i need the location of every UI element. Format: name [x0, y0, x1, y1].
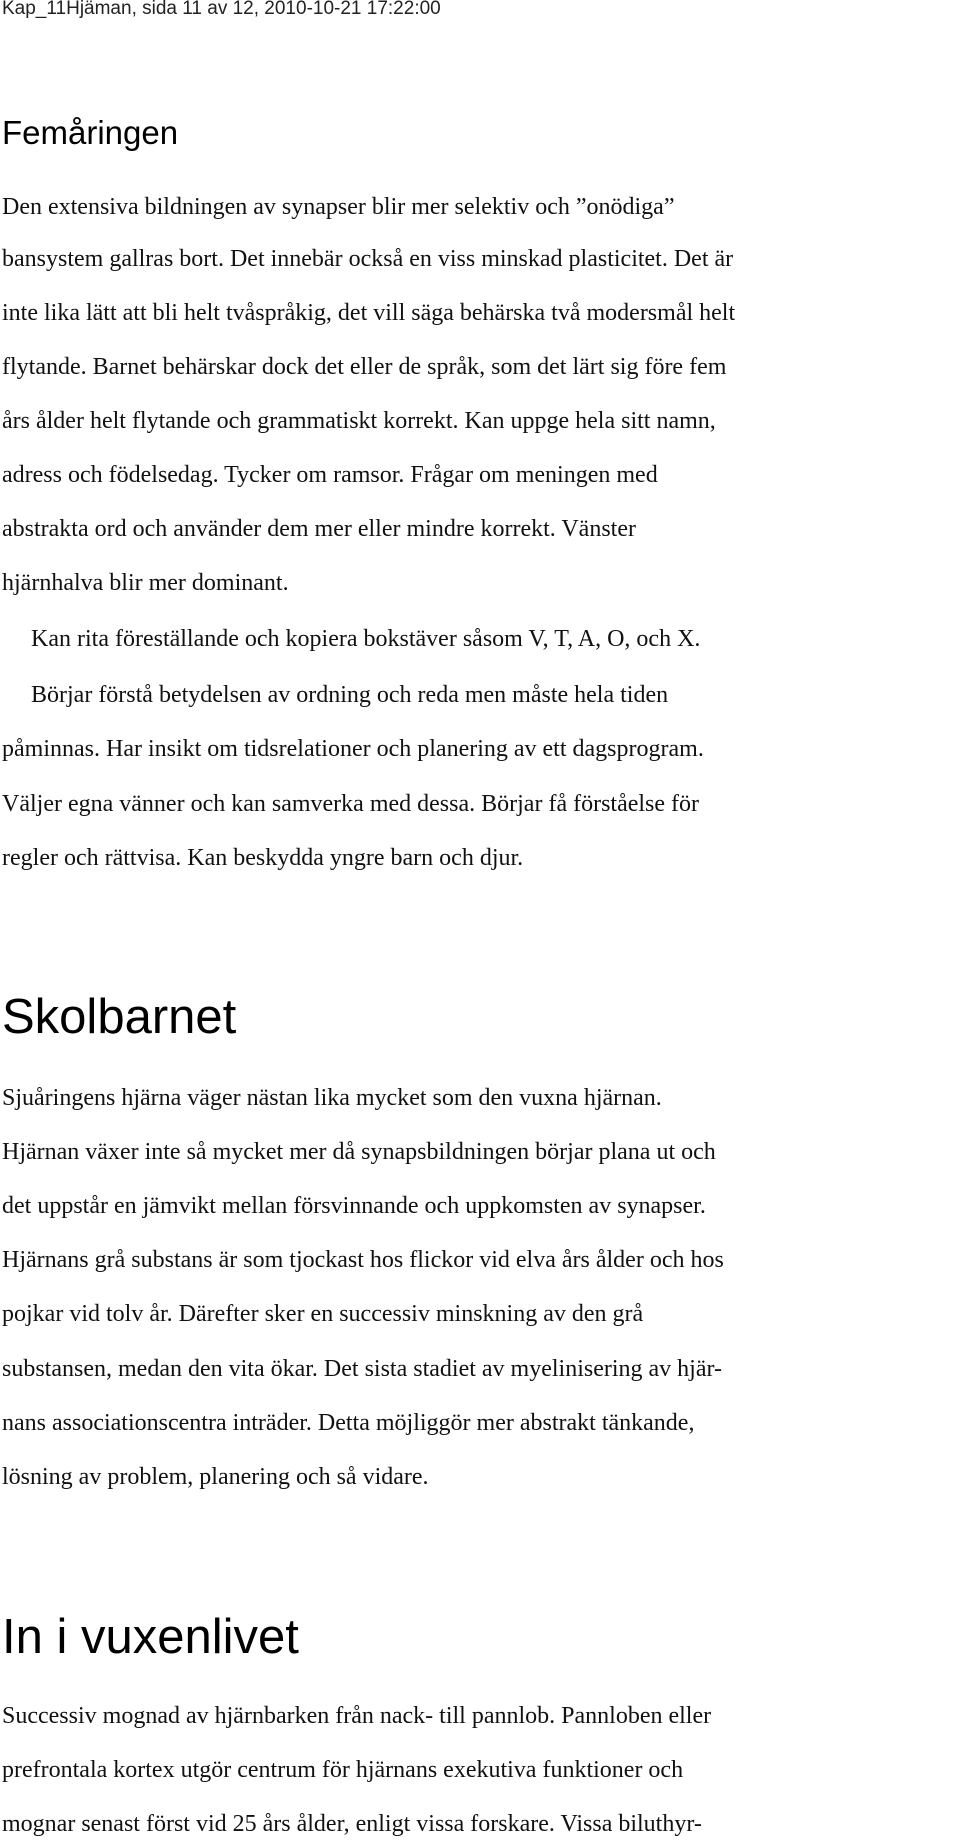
- body-line: påminnas. Har insikt om tidsrelationer och planering av ett dagsprogram.: [2, 736, 704, 762]
- body-line: Börjar förstå betydelsen av ordning och reda men måste hela tiden: [31, 682, 669, 708]
- body-line: lösning av problem, planering och så vidare.: [2, 1464, 429, 1490]
- body-line: Hjärnan växer inte så mycket mer då synapsbildningen börjar plana ut och: [2, 1139, 716, 1165]
- body-line: Successiv mognad av hjärnbarken från nack- till pannlob. Pannloben eller: [2, 1703, 712, 1729]
- body-line: inte lika lätt att bli helt tvåspråkig, det vill säga behärska två modersmål helt: [2, 300, 736, 326]
- section-heading-femaringen: Femåringen: [2, 114, 179, 151]
- body-line: substansen, medan den vita ökar. Det sista stadiet av myelinisering av hjär-: [2, 1356, 722, 1382]
- page-header: Kap_11Hjäman, sida 11 av 12, 2010-10-21 17:22:00: [2, 0, 441, 19]
- body-line: Hjärnans grå substans är som tjockast hos flickor vid elva års ålder och hos: [2, 1247, 724, 1273]
- body-line: prefrontala kortex utgör centrum för hjärnans exekutiva funktioner och: [2, 1757, 684, 1783]
- body-line: abstrakta ord och använder dem mer eller mindre korrekt. Vänster: [2, 516, 636, 542]
- body-line: pojkar vid tolv år. Därefter sker en successiv minskning av den grå: [2, 1301, 644, 1327]
- body-line: Kan rita föreställande och kopiera bokstäver såsom V, T, A, O, och X.: [31, 626, 701, 652]
- body-line: Sjuåringens hjärna väger nästan lika mycket som den vuxna hjärnan.: [2, 1085, 662, 1111]
- section-heading-in-i-vuxenlivet: In i vuxenlivet: [2, 1610, 299, 1664]
- body-line: Den extensiva bildningen av synapser blir mer selektiv och ”onödiga”: [2, 194, 675, 220]
- body-line: års ålder helt flytande och grammatiskt korrekt. Kan uppge hela sitt namn,: [2, 408, 716, 434]
- body-line: regler och rättvisa. Kan beskydda yngre barn och djur.: [2, 845, 524, 871]
- body-line: flytande. Barnet behärskar dock det eller de språk, som det lärt sig före fem: [2, 354, 727, 380]
- body-line: det uppstår en jämvikt mellan försvinnande och uppkomsten av synapser.: [2, 1193, 706, 1219]
- body-line: bansystem gallras bort. Det innebär också en viss minskad plasticitet. Det är: [2, 246, 734, 272]
- body-line: adress och födelsedag. Tycker om ramsor. Frågar om meningen med: [2, 462, 658, 488]
- section-heading-skolbarnet: Skolbarnet: [2, 990, 237, 1044]
- body-line: Väljer egna vänner och kan samverka med dessa. Börjar få förståelse för: [2, 791, 700, 817]
- body-line: nans associationscentra inträder. Detta möjliggör mer abstrakt tänkande,: [2, 1410, 695, 1436]
- body-line: hjärnhalva blir mer dominant.: [2, 570, 289, 596]
- body-line: mognar senast först vid 25 års ålder, enligt vissa forskare. Vissa biluthyr-: [2, 1811, 702, 1837]
